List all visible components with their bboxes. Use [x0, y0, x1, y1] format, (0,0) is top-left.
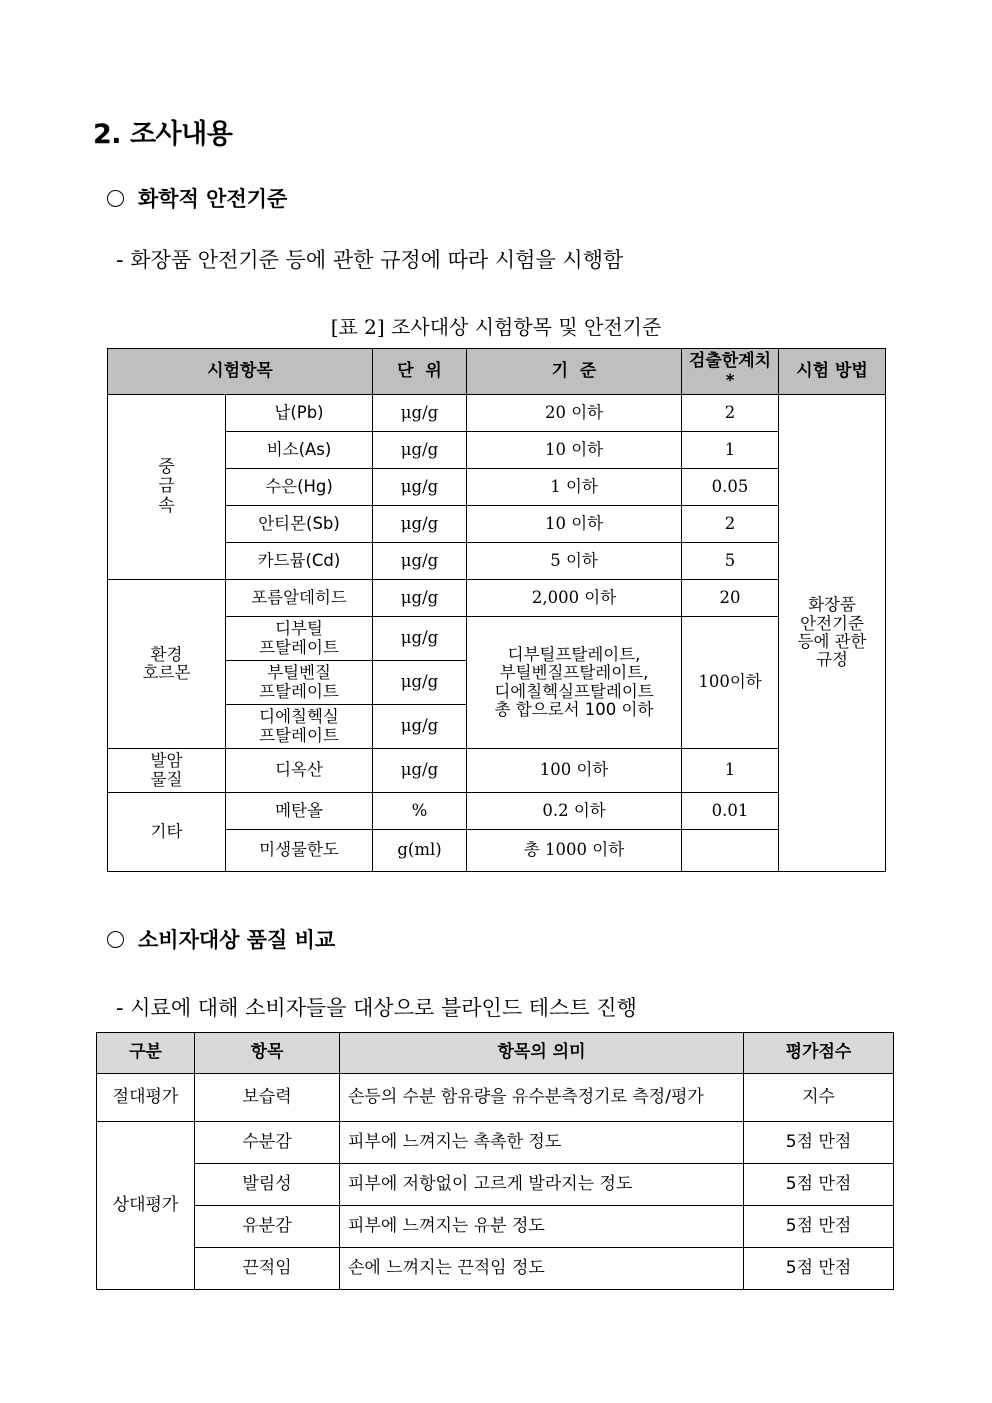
item-cell: 메탄올: [226, 793, 373, 830]
limit-cell: 2: [682, 395, 779, 432]
score-cell: 5점 만점: [744, 1164, 894, 1206]
method-line: 안전기준: [800, 613, 864, 633]
group-label: 물질: [150, 769, 183, 789]
limit-cell: 20: [682, 580, 779, 617]
unit-cell: μg/g: [373, 617, 467, 661]
item-cell: 수은(Hg): [226, 469, 373, 506]
limit-cell: 2: [682, 506, 779, 543]
unit-cell: μg/g: [373, 543, 467, 580]
limit-cell: 1: [682, 749, 779, 793]
standard-cell: 1 이하: [467, 469, 682, 506]
unit-cell: μg/g: [373, 705, 467, 749]
method-line: 등에 관한: [797, 632, 867, 651]
unit-cell: μg/g: [373, 469, 467, 506]
table-header-row: [108, 349, 886, 395]
std-line: 디에칠헥실프탈레이트: [494, 681, 654, 701]
group-label: 호르몬: [142, 663, 191, 682]
item-line: 프탈레이트: [259, 681, 339, 701]
meaning-cell: 손등의 수분 함유량을 유수분측정기로 측정/평가: [340, 1074, 744, 1122]
group-other: 기타: [108, 793, 226, 872]
header-standard: 기 준: [467, 349, 682, 395]
score-cell: 지수: [744, 1074, 894, 1122]
limit-cell: 0.01: [682, 793, 779, 830]
method-line: 규정: [816, 650, 848, 670]
item-line: 디부틸: [275, 619, 323, 639]
item-line: 프탈레이트: [259, 725, 339, 745]
dash-line-2: - 시료에 대해 소비자들을 대상으로 블라인드 테스트 진행: [116, 996, 637, 1020]
standard-cell: 10 이하: [467, 506, 682, 543]
item-cell: 디옥산: [226, 749, 373, 793]
header-test-item: 시험항목: [108, 349, 373, 395]
meaning-cell: 피부에 느껴지는 유분 정도: [340, 1206, 744, 1248]
consumer-test-table: [96, 1032, 894, 1290]
item-line: 프탈레이트: [259, 637, 339, 657]
score-cell: 5점 만점: [744, 1206, 894, 1248]
item-cell: 카드뮴(Cd): [226, 543, 373, 580]
item-cell: 발림성: [195, 1164, 340, 1206]
header-category: 구분: [97, 1033, 195, 1074]
group-carcinogen: [108, 749, 226, 793]
limit-cell: 1: [682, 432, 779, 469]
table-header-row: [97, 1033, 894, 1074]
category-absolute: 절대평가: [97, 1074, 195, 1122]
group-label: 발암: [150, 751, 183, 771]
table-row: [108, 749, 886, 793]
unit-cell: μg/g: [373, 432, 467, 469]
item-cell: [226, 705, 373, 749]
limit-cell: 5: [682, 543, 779, 580]
header-score: 평가점수: [744, 1033, 894, 1074]
phthalate-limit-cell: 100이하: [682, 617, 779, 749]
meaning-cell: 손에 느껴지는 끈적임 정도: [340, 1248, 744, 1290]
circle-bullet-icon: [107, 931, 124, 948]
unit-cell: μg/g: [373, 661, 467, 705]
standard-cell: 20 이하: [467, 395, 682, 432]
item-cell: 보습력: [195, 1074, 340, 1122]
score-cell: 5점 만점: [744, 1248, 894, 1290]
item-cell: [226, 661, 373, 705]
group-label: 중금속: [158, 457, 175, 516]
score-cell: 5점 만점: [744, 1122, 894, 1164]
item-line: 디에칠헥실: [259, 707, 339, 727]
item-cell: 유분감: [195, 1206, 340, 1248]
table-row: [97, 1122, 894, 1164]
unit-cell: μg/g: [373, 580, 467, 617]
limit-cell: 0.05: [682, 469, 779, 506]
standard-cell: 총 1000 이하: [467, 830, 682, 872]
table-row: [97, 1206, 894, 1248]
bullet-chemical-safety: [107, 183, 287, 213]
header-item: 항목: [195, 1033, 340, 1074]
circle-bullet-icon: [107, 190, 124, 207]
item-cell: 미생물한도: [226, 830, 373, 872]
phthalate-standard-cell: [467, 617, 682, 749]
limit-cell: [682, 830, 779, 872]
table-caption: [표 2] 조사대상 시험항목 및 안전기준: [330, 315, 662, 339]
group-env-hormone: [108, 580, 226, 749]
item-cell: 안티몬(Sb): [226, 506, 373, 543]
standard-cell: 0.2 이하: [467, 793, 682, 830]
category-relative: 상대평가: [97, 1122, 195, 1290]
group-label: 환경: [150, 644, 183, 664]
bullet-consumer-quality: [107, 924, 335, 954]
meaning-cell: 피부에 느껴지는 촉촉한 정도: [340, 1122, 744, 1164]
method-line: 화장품: [808, 595, 856, 615]
item-cell: 포름알데히드: [226, 580, 373, 617]
std-line: 총 합으로서 100 이하: [494, 699, 654, 719]
standard-cell: 2,000 이하: [467, 580, 682, 617]
item-cell: 끈적임: [195, 1248, 340, 1290]
table-row: [97, 1164, 894, 1206]
unit-cell: μg/g: [373, 395, 467, 432]
unit-cell: %: [373, 793, 467, 830]
header-test-method: 시험 방법: [779, 349, 886, 395]
std-line: 디부틸프탈레이트,: [507, 644, 641, 664]
safety-standard-table: [107, 348, 886, 872]
std-line: 부틸벤질프탈레이트,: [499, 663, 649, 683]
header-meaning: 항목의 의미: [340, 1033, 744, 1074]
header-unit: 단 위: [373, 349, 467, 395]
group-heavy-metal: [108, 395, 226, 580]
table-row: [97, 1248, 894, 1290]
unit-cell: μg/g: [373, 749, 467, 793]
item-line: 부틸벤질: [267, 663, 331, 683]
bullet-text: 화학적 안전기준: [138, 187, 288, 211]
item-cell: 비소(As): [226, 432, 373, 469]
unit-cell: g(ml): [373, 830, 467, 872]
section-title: 2. 조사내용: [93, 119, 233, 150]
bullet-text: 소비자대상 품질 비교: [138, 928, 336, 952]
standard-cell: 10 이하: [467, 432, 682, 469]
standard-cell: 5 이하: [467, 543, 682, 580]
table-row: [97, 1074, 894, 1122]
item-cell: 수분감: [195, 1122, 340, 1164]
meaning-cell: 피부에 저항없이 고르게 발라지는 정도: [340, 1164, 744, 1206]
item-cell: 납(Pb): [226, 395, 373, 432]
table-row: [108, 580, 886, 617]
standard-cell: 100 이하: [467, 749, 682, 793]
dash-line-1: - 화장품 안전기준 등에 관한 규정에 따라 시험을 시행함: [116, 248, 624, 272]
table-row: [108, 793, 886, 830]
header-detection-limit: 검출한계치*: [682, 349, 779, 395]
item-cell: [226, 617, 373, 661]
table-row: [108, 395, 886, 432]
unit-cell: μg/g: [373, 506, 467, 543]
test-method-cell: [779, 395, 886, 872]
